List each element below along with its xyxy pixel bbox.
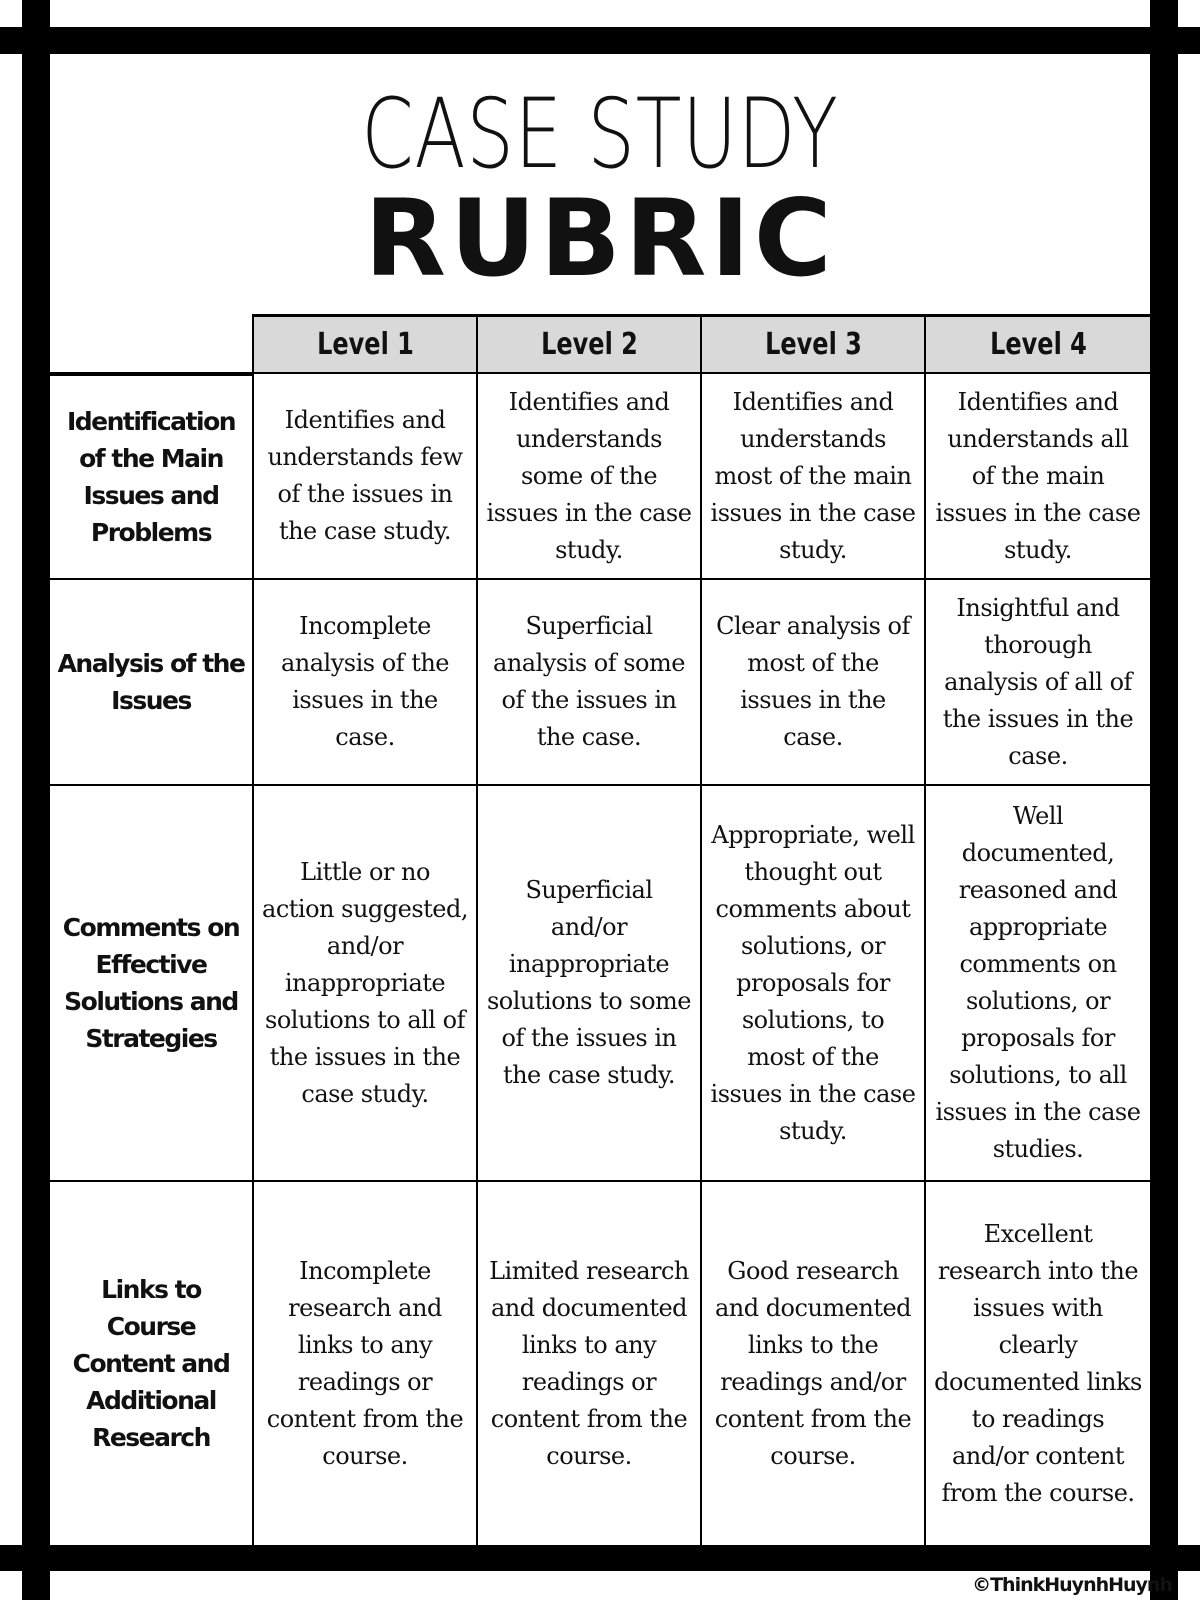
criterion-identification: Identification of the Main Issues and Problems (50, 374, 254, 580)
level-4-header: Level 4 (926, 314, 1150, 374)
rubric-table (50, 314, 1150, 1545)
level-2-header: Level 2 (478, 314, 702, 374)
descriptor-cell: Identifies and understands few of the issues in the case study. (254, 374, 478, 580)
descriptor-cell: Identifies and understands most of the main issues in the case study. (702, 374, 926, 580)
frame-right-bar (1150, 0, 1178, 1600)
descriptor-cell: Identifies and understands all of the main issues in the case study. (926, 374, 1150, 580)
descriptor-cell: Identifies and understands some of the issues in the case study. (478, 374, 702, 580)
descriptor-cell: Clear analysis of most of the issues in the case. (702, 580, 926, 786)
descriptor-cell: Good research and documented links to the readings and/or content from the course. (702, 1182, 926, 1545)
descriptor-cell: Superficial analysis of some of the issues in the case. (478, 580, 702, 786)
title-line-2: RUBRIC (364, 177, 836, 300)
frame-bottom-bar (0, 1545, 1200, 1571)
criterion-links: Links to Course Content and Additional Research (50, 1182, 254, 1545)
criterion-analysis: Analysis of the Issues (50, 580, 254, 786)
level-1-header: Level 1 (254, 314, 478, 374)
descriptor-cell: Insightful and thorough analysis of all of the issues in the case. (926, 580, 1150, 786)
descriptor-cell: Limited research and documented links to any readings or content from the course. (478, 1182, 702, 1545)
descriptor-cell: Incomplete research and links to any readings or content from the course. (254, 1182, 478, 1545)
frame-left-bar (22, 0, 50, 1600)
level-3-header: Level 3 (702, 314, 926, 374)
descriptor-cell: Superficial and/or inappropriate solutions to some of the issues in the case study. (478, 786, 702, 1182)
title-line-1: CASE STUDY (361, 78, 839, 190)
descriptor-cell: Appropriate, well thought out comments about solutions, or proposals for solutions, to most of the issues in the case study. (702, 786, 926, 1182)
criterion-solutions: Comments on Effective Solutions and Strategies (50, 786, 254, 1182)
descriptor-cell: Little or no action suggested, and/or inappropriate solutions to all of the issues in the case study. (254, 786, 478, 1182)
frame-top-bar (0, 27, 1200, 54)
corner-cell (50, 314, 254, 374)
descriptor-cell: Excellent research into the issues with clearly documented links to readings and/or content from the course. (934, 1219, 1142, 1507)
copyright-text: ©ThinkHuynhHuynh (972, 1574, 1172, 1596)
descriptor-cell: Well documented, reasoned and appropriate comments on solutions, or proposals for solutions, to all issues in the case studies. (926, 786, 1150, 1182)
descriptor-cell: Incomplete analysis of the issues in the case. (254, 580, 478, 786)
